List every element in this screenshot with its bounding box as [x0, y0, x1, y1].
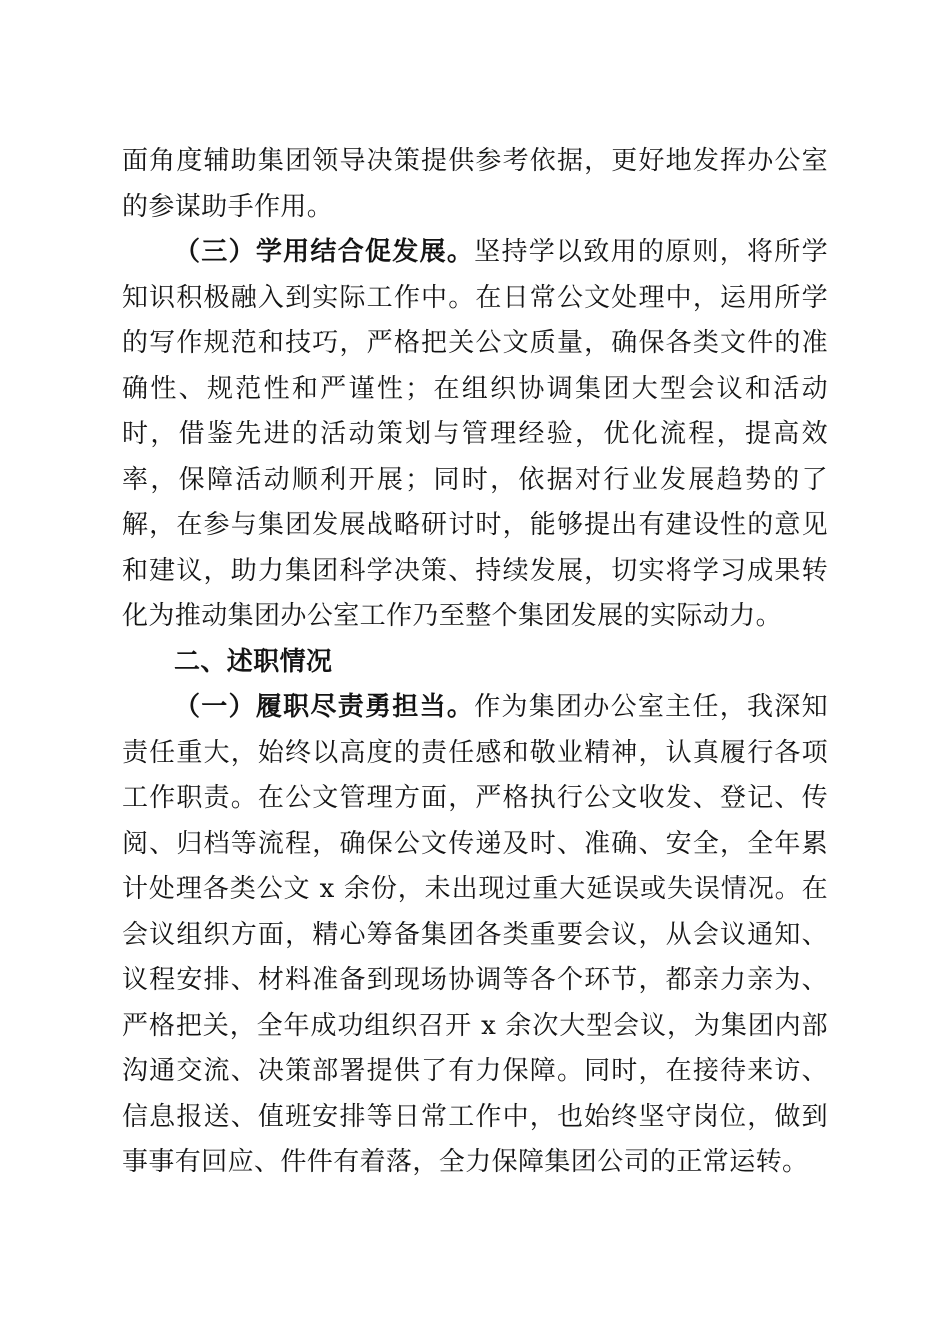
paragraph-continued — [122, 139, 828, 230]
paragraph-text: 坚持学以致用的原则，将所学知识积极融入到实际工作中。在日常公文处理中，运用所学的写作规范和技巧，严格把关公文质量，确保各类文件的准确性、规范性和严谨性；在组织协调集团大型会议和活动时，借鉴先进的活动策划与管理经验，优化流程，提高效率，保障活动顺利开展；同时，依据对行业发展趋势的了解，在参与集团发展战略研讨时，能够提出有建设性的意见和建议，助力集团科学决策、持续发展，切实将学习成果转化为推动集团办公室工作乃至整个集团发展的实际动力。 — [122, 237, 828, 631]
paragraph-text: 面角度辅助集团领导决策提供参考依据，更好地发挥办公室的参谋助手作用。 — [122, 146, 828, 222]
document-body — [122, 139, 828, 1186]
subheading-learning-application: （三）学用结合促发展。 — [174, 237, 475, 267]
paragraph-duty-performance — [122, 685, 828, 1186]
paragraph-text: 作为集团办公室主任，我深知责任重大，始终以高度的责任感和敬业精神，认真履行各项工作职责。在公文管理方面，严格执行公文收发、登记、传阅、归档等流程，确保公文传递及时、准确、安全，全年累计处理各类公文 x 余份，未出现过重大延误或失误情况。在会议组织方面，精心筹备集团各类重要会议，从会议通知、议程安排、材料准备到现场协调等各个环节，都亲力亲为、严格把关，全年成功组织召开 x 余次大型会议，为集团内部沟通交流、决策部署提供了有力保障。同时，在接待来访、信息报送、值班安排等日常工作中，也始终坚守岗位，做到事事有回应、件件有着落，全力保障集团公司的正常运转。 — [122, 692, 828, 1177]
paragraph-learning-application — [122, 230, 828, 640]
section-heading-report: 二、述职情况 — [174, 646, 333, 677]
subheading-duty-performance: （一）履职尽责勇担当。 — [174, 692, 475, 722]
